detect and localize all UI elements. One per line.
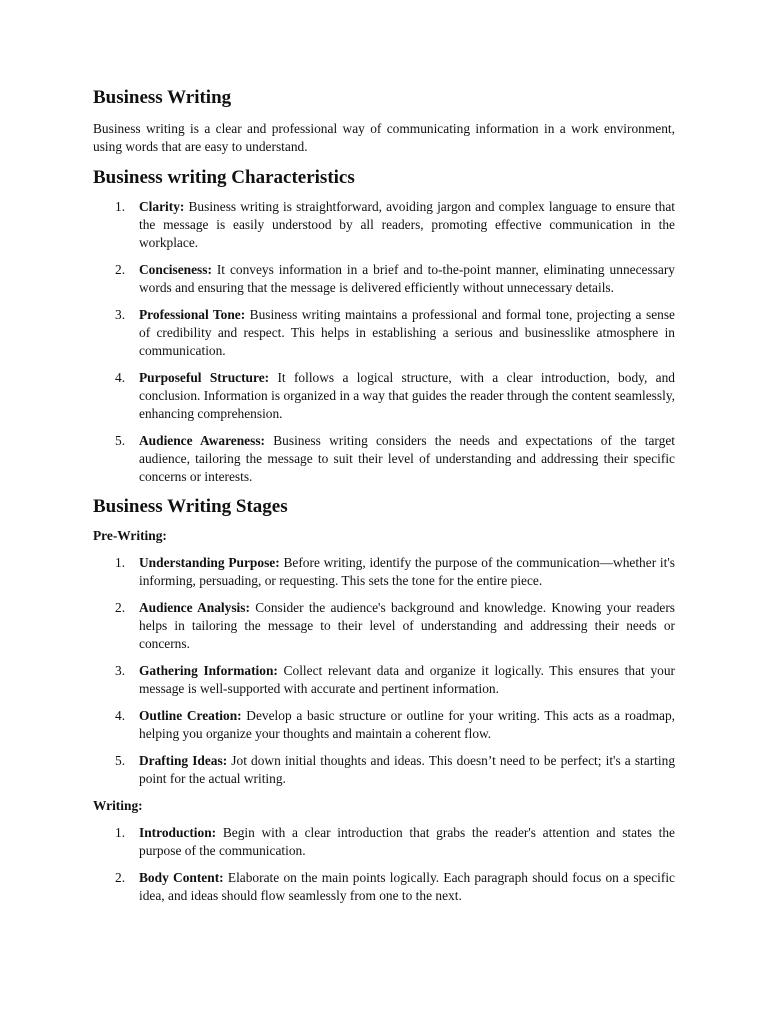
list-term: Outline Creation: xyxy=(139,708,242,723)
list-number: 2. xyxy=(115,262,126,277)
list-item xyxy=(93,662,675,698)
list-term: Drafting Ideas: xyxy=(139,753,228,768)
list-number: 4. xyxy=(115,370,126,385)
list-number: 5. xyxy=(115,433,126,448)
list-term: Body Content: xyxy=(139,870,224,885)
list-text: Business writing maintains a professional and formal tone, projecting a sense of credibility and respect. This helps in establishing a serious and businesslike atmosphere in communication. xyxy=(139,307,675,358)
list-text: Collect relevant data and organize it logically. This ensures that your message is well-supported with accurate and pertinent information. xyxy=(139,663,675,696)
list-text: Begin with a clear introduction that grabs the reader's attention and states the purpose of the communication. xyxy=(139,825,675,858)
list-item xyxy=(93,432,675,486)
list-item xyxy=(93,824,675,860)
stages-heading: Business Writing Stages xyxy=(93,496,288,517)
list-text: Jot down initial thoughts and ideas. This doesn’t need to be perfect; it's a starting point for the actual writing. xyxy=(139,753,676,786)
list-number: 2. xyxy=(115,600,126,615)
list-term: Audience Awareness: xyxy=(139,433,266,448)
list-number: 5. xyxy=(115,753,126,768)
list-number: 1. xyxy=(115,555,126,570)
list-item xyxy=(93,869,675,905)
writing-label: Writing: xyxy=(93,798,143,813)
list-text: Before writing, identify the purpose of the communication—whether it's informing, persuading, or requesting. This sets the tone for the entire piece. xyxy=(139,555,675,588)
list-item xyxy=(93,198,675,252)
list-term: Purposeful Structure: xyxy=(139,370,270,385)
list-number: 1. xyxy=(115,825,126,840)
list-number: 2. xyxy=(115,870,126,885)
list-term: Understanding Purpose: xyxy=(139,555,280,570)
list-item xyxy=(93,369,675,423)
list-item xyxy=(93,554,675,590)
list-text: Consider the audience's background and knowledge. Knowing your readers helps in tailoring the message to their level of understanding and addressing their needs or concerns. xyxy=(139,600,675,651)
document-page xyxy=(93,86,675,914)
list-term: Professional Tone: xyxy=(139,307,246,322)
list-term: Clarity: xyxy=(139,199,185,214)
list-text: It follows a logical structure, with a clear introduction, body, and conclusion. Information is organized in a way that guides the reader through the content seamlessly, enhancing comprehension. xyxy=(139,370,675,421)
list-item xyxy=(93,707,675,743)
list-number: 4. xyxy=(115,708,126,723)
list-text: Business writing considers the needs and expectations of the target audience, tailoring the message to suit their level of understanding and addressing their specific concerns or interests. xyxy=(139,433,675,484)
prewriting-list xyxy=(93,554,675,788)
intro-paragraph: Business writing is a clear and professional way of communicating information in a work environment, using words that are easy to understand. xyxy=(93,121,675,154)
list-term: Introduction: xyxy=(139,825,217,840)
prewriting-label: Pre-Writing: xyxy=(93,528,167,543)
list-number: 3. xyxy=(115,307,126,322)
list-item xyxy=(93,306,675,360)
list-number: 3. xyxy=(115,663,126,678)
list-term: Audience Analysis: xyxy=(139,600,250,615)
document-title: Business Writing xyxy=(93,87,232,108)
list-number: 1. xyxy=(115,199,126,214)
writing-list xyxy=(93,824,675,905)
list-term: Conciseness: xyxy=(139,262,212,277)
list-item xyxy=(93,261,675,297)
list-item xyxy=(93,752,675,788)
characteristics-heading: Business writing Characteristics xyxy=(93,167,355,188)
list-term: Gathering Information: xyxy=(139,663,278,678)
list-text: Business writing is straightforward, avoiding jargon and complex language to ensure that the message is easily understood by all readers, promoting effective communication in the workplace. xyxy=(139,199,675,250)
list-text: It conveys information in a brief and to-the-point manner, eliminating unnecessary words and ensuring that the message is delivered efficiently without unnecessary details. xyxy=(139,262,675,295)
list-text: Develop a basic structure or outline for your writing. This acts as a roadmap, helping you organize your thoughts and maintain a coherent flow. xyxy=(139,708,675,741)
list-item xyxy=(93,599,675,653)
list-text: Elaborate on the main points logically. Each paragraph should focus on a specific idea, and ideas should flow seamlessly from one to the next. xyxy=(139,870,675,903)
characteristics-list xyxy=(93,198,675,486)
